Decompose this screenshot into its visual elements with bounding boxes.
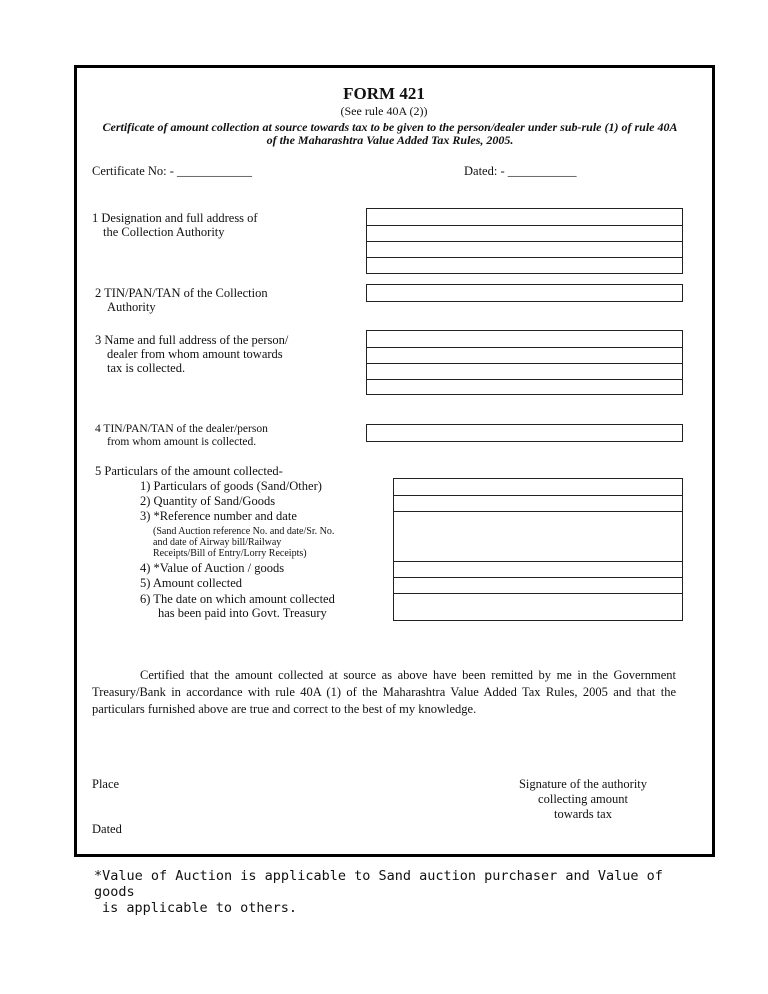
footnote [94,868,694,916]
form-border [74,65,715,857]
sub4-label: 4) *Value of Auction / goods [140,561,285,575]
item2-label-line1: 2 TIN/PAN/TAN of the Collection [95,286,268,300]
sub1-label: 1) Particulars of goods (Sand/Other) [140,479,322,493]
item1-label-line1: 1 Designation and full address of [92,211,258,225]
collection-authority-tin-box[interactable] [366,284,683,302]
sub3-note-line1: (Sand Auction reference No. and date/Sr. No. [153,526,335,537]
dealer-tin-box[interactable] [366,424,683,442]
item4-label-line1: 4 TIN/PAN/TAN of the dealer/person [95,423,268,435]
sub3-label: 3) *Reference number and date [140,509,297,523]
sub3-note-line3: Receipts/Bill of Entry/Lorry Receipts) [153,548,307,559]
sub3-note-line2: and date of Airway bill/Railway [153,537,282,548]
item3-label-line1: 3 Name and full address of the person/ [95,333,289,347]
footnote-line2: is applicable to others. [102,900,298,916]
item1-label-line2: the Collection Authority [103,225,225,239]
collection-authority-address-box[interactable] [366,208,683,274]
signature-line2: collecting amount [538,792,628,806]
item3-label-line2: dealer from whom amount towards [107,347,283,361]
dealer-address-box[interactable] [366,330,683,395]
footnote-line1: *Value of Auction is applicable to Sand auction purchaser and Value of goods [94,868,663,900]
signature-line3: towards tax [554,807,612,821]
sub6-label-line2: has been paid into Govt. Treasury [158,606,327,620]
signature-line1: Signature of the authority [518,777,648,791]
item5-heading: 5 Particulars of the amount collected- [95,464,283,478]
item2-label-line2: Authority [107,300,156,314]
certificate-no: Certificate No: - ____________ [92,164,253,178]
sub6-label-line1: 6) The date on which amount collected [140,592,335,606]
certification-text: Certified that the amount collected at source as above have been remitted by me in the Government Treasury/Bank in accordance with rule 40A (1) of the Maharashtra Value Added Tax Rules, 2005 and that the particulars furnished above are true and correct to the best of my knowledge. [92,668,676,716]
particulars-table[interactable] [393,478,683,621]
item3-label-line3: tax is collected. [107,361,186,375]
place-label: Place [92,777,120,791]
item4-label-line2: from whom amount is collected. [107,436,257,448]
sub2-label: 2) Quantity of Sand/Goods [140,494,276,508]
dated-field: Dated: - ___________ [464,164,577,178]
form-description: Certificate of amount collection at source towards tax to be given to the person/dealer under sub-rule (1) of rule 40A of the Maharashtra Value Added Tax Rules, 2005. [102,120,678,147]
form-title: FORM 421 [343,84,425,103]
sub5-label: 5) Amount collected [140,576,243,590]
dated-label: Dated [92,822,122,836]
rule-reference: (See rule 40A (2)) [340,104,428,118]
